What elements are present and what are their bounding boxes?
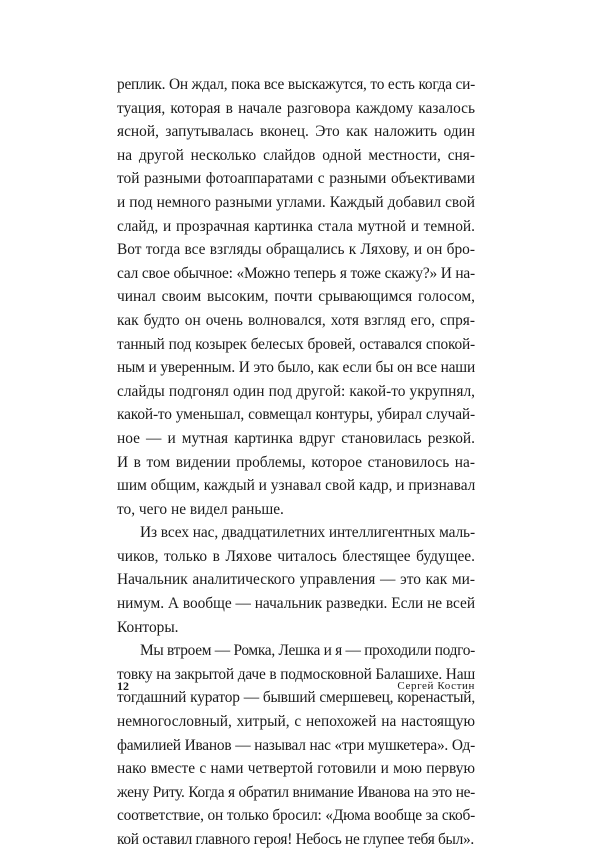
text-line: фамилией Иванов — называл нас «три мушкетера». Од- — [117, 736, 475, 754]
text-line: нако вместе с нами четвертой готовили и мою первую — [117, 760, 475, 778]
page-number: 12 — [117, 679, 129, 693]
text-line: слайды подгонял один под другой: какой-то укрупнял, — [117, 382, 475, 400]
text-line: тогдашний куратор — бывший смершевец, коренастый, — [117, 689, 475, 707]
running-header-author: Сергей Костин — [397, 680, 475, 692]
text-line: сал свое обычное: «Можно теперь я тоже скажу?» И на- — [117, 264, 475, 282]
text-line: чиков, только в Ляхове читалось блестящее будущее. — [117, 547, 475, 565]
text-line: шим общим, каждый и узнавал свой кадр, и признавал — [117, 477, 476, 495]
text-line: немногословный, хитрый, с непохожей на настоящую — [117, 713, 475, 731]
text-line: Начальник аналитического управления — это как ми- — [117, 571, 475, 589]
paragraph — [117, 521, 475, 639]
body-text — [117, 73, 475, 852]
text-line: ное — и мутная картинка вдруг становилась резкой. — [117, 429, 475, 447]
text-line: Из всех нас, двадцатилетних интеллигентных маль- — [140, 524, 475, 542]
text-line: и под немного разными углами. Каждый добавил свой — [117, 193, 475, 211]
text-line: Конторы. — [117, 618, 179, 636]
text-line: нимум. А вообще — начальник разведки. Если не всей — [117, 595, 475, 613]
text-line: как будто он очень волновался, хотя взгляд его, спря- — [117, 311, 475, 329]
text-line: ясной, запутывалась вконец. Это как наложить один — [117, 123, 475, 141]
text-line: ным и уверенным. И это было, как если бы он все наши — [117, 359, 475, 377]
text-line: то, чего не видел раньше. — [117, 500, 284, 518]
text-line: реплик. Он ждал, пока все выскажутся, то есть когда си- — [117, 76, 475, 93]
text-line: товку на закрытой даче в подмосковной Балашихе. Наш — [117, 665, 475, 683]
text-line: Вот тогда все взгляды обращались к Ляхову, и он бро- — [117, 241, 475, 259]
text-line: Мы втроем — Ромка, Лешка и я — проходили подго- — [140, 642, 475, 660]
paragraph — [117, 73, 475, 521]
text-line: на другой несколько слайдов одной местности, сня- — [117, 146, 475, 164]
page-footer — [117, 676, 475, 696]
text-line: И в том видении проблемы, которое становилось на- — [117, 453, 475, 471]
text-line: слайд, и прозрачная картинка стала мутной и темной. — [117, 217, 475, 235]
text-line: кой оставил главного героя! Небось не глупее тебя был». — [117, 831, 474, 848]
text-line: чинал своим высоким, почти срывающимся голосом, — [117, 288, 475, 306]
text-line: соответствие, он только бросил: «Дюма вообще за скоб- — [117, 807, 475, 825]
text-line: жену Риту. Когда я обратил внимание Иванова на это не- — [117, 783, 475, 801]
text-line: туация, которая в начале разговора каждому казалось — [117, 99, 475, 117]
text-line: той разными фотоаппаратами с разными объективами — [117, 170, 475, 188]
paragraph — [117, 639, 475, 851]
text-line: какой-то уменьшал, совмещал контуры, убирал случай- — [117, 406, 475, 424]
text-line: танный под козырек белесых бровей, оставался спокой- — [117, 335, 475, 353]
